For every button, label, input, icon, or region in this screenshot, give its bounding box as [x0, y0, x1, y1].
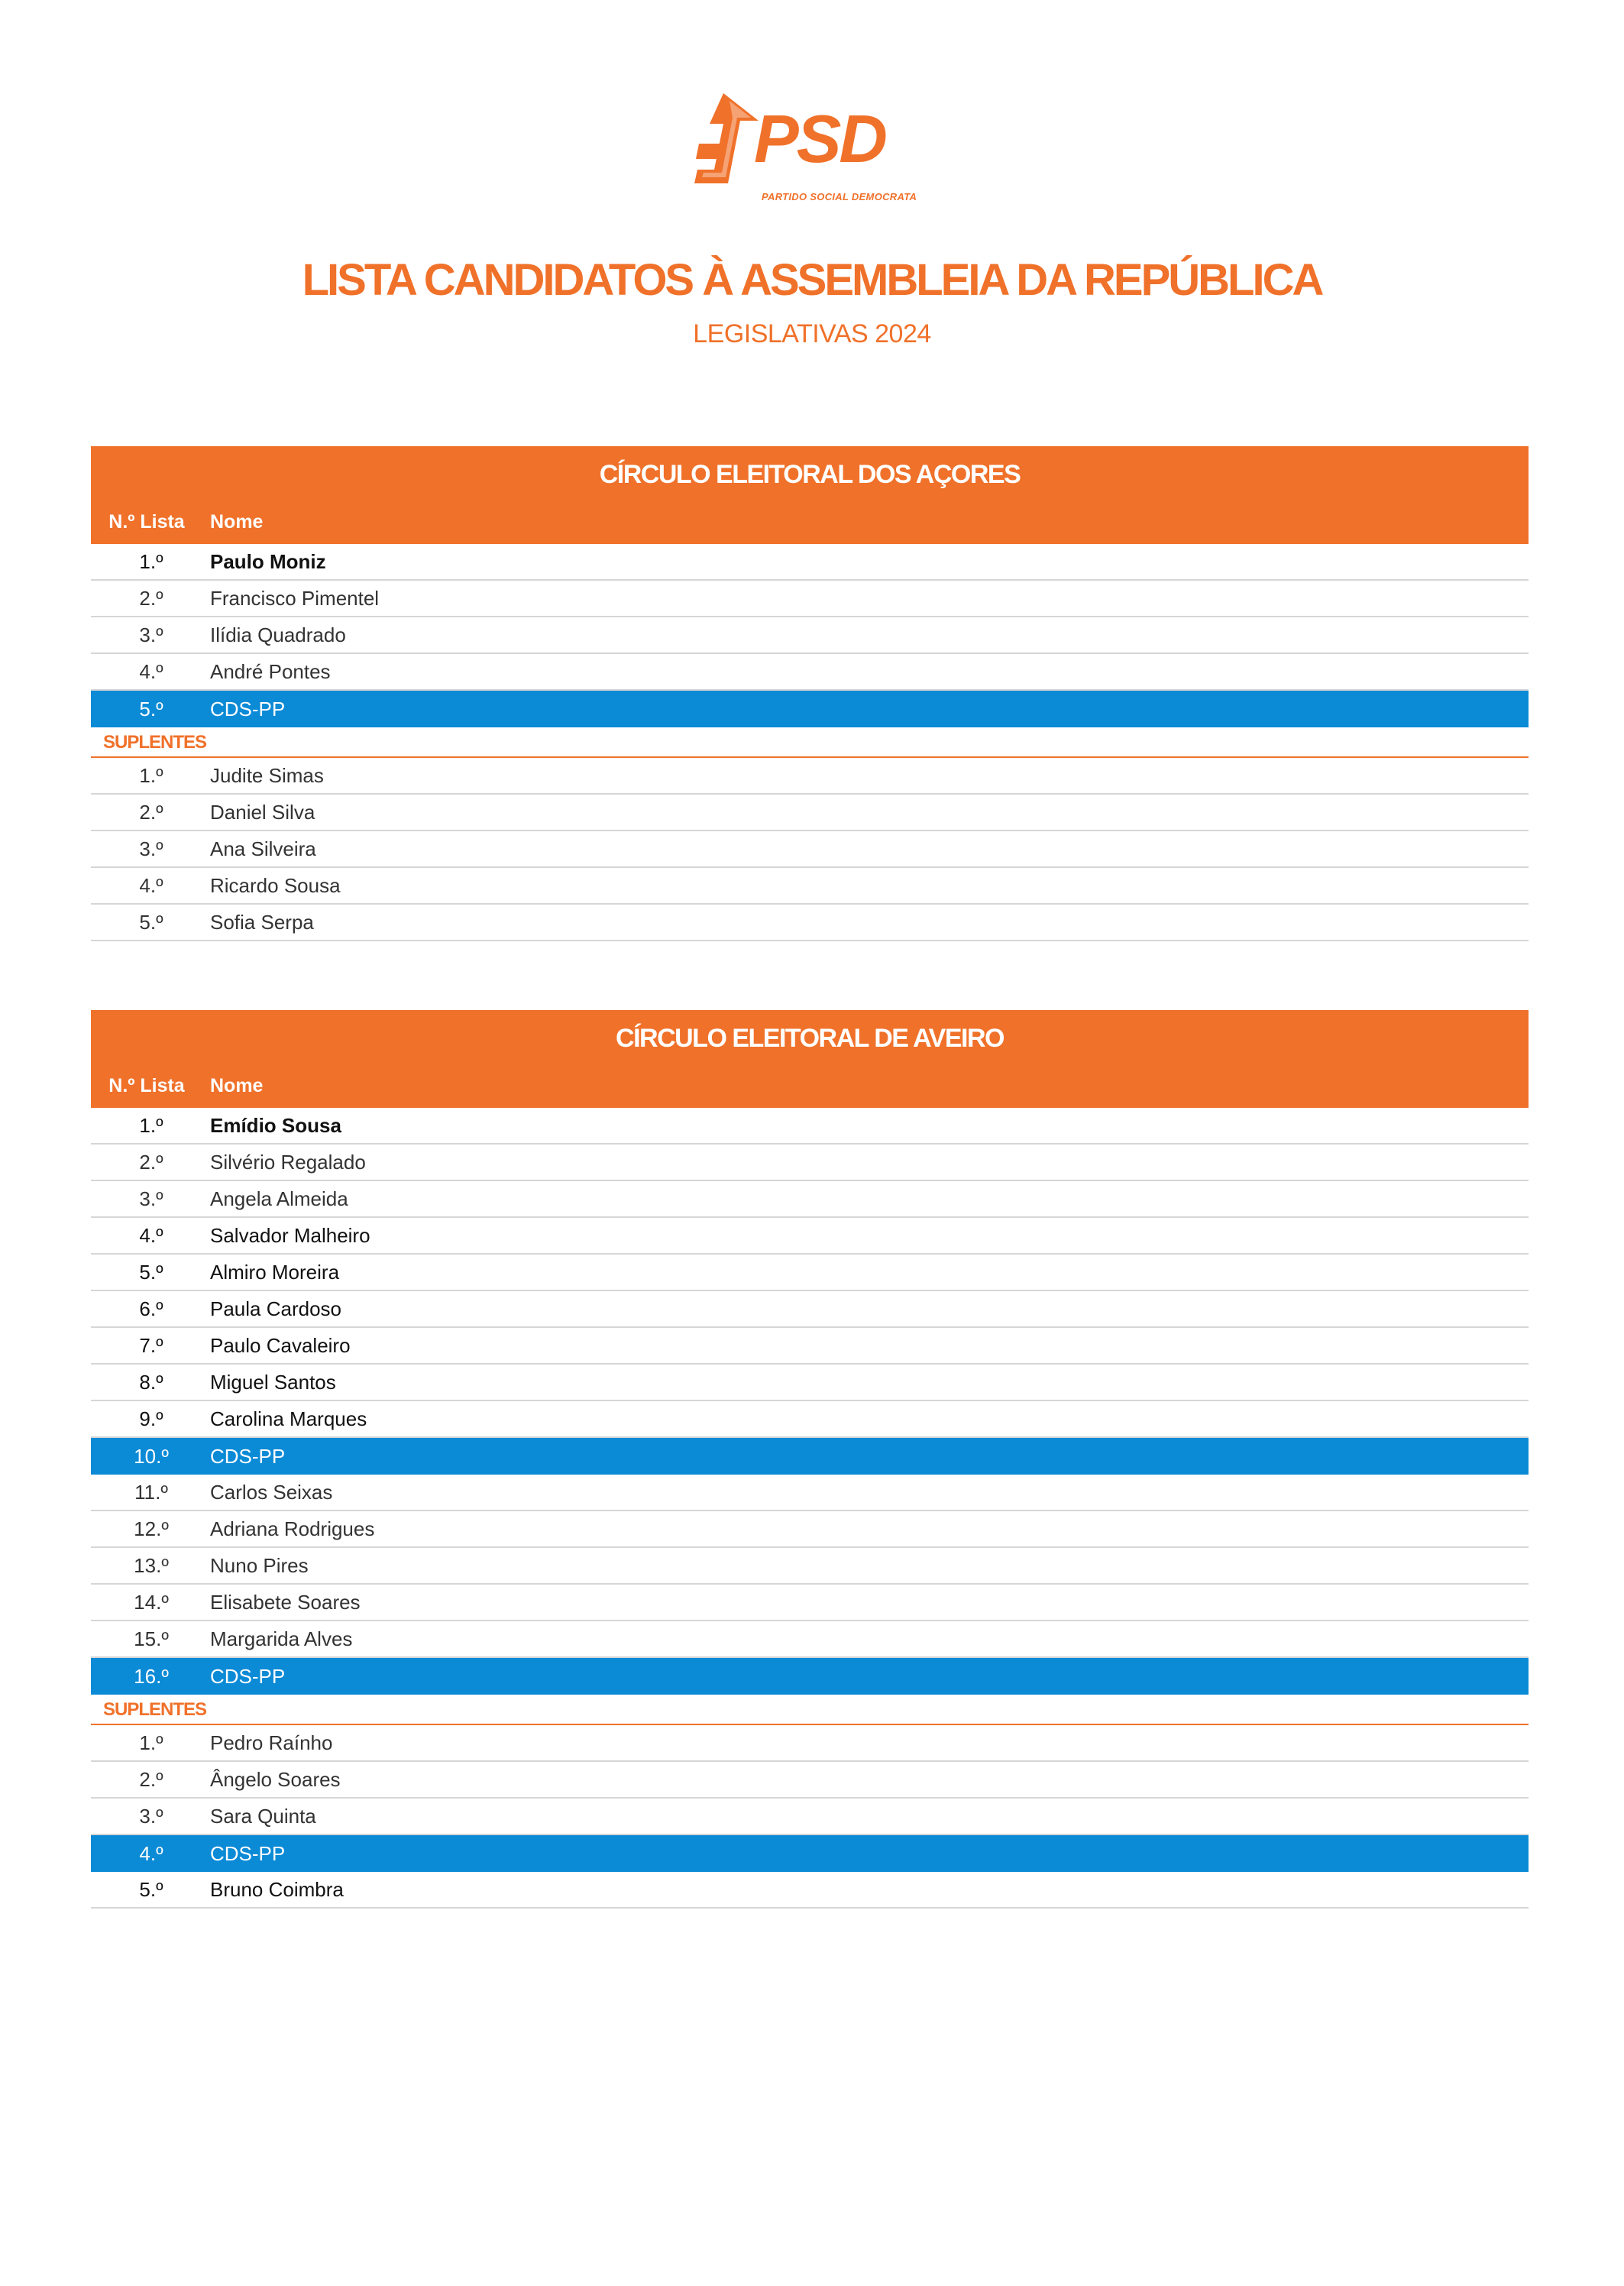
table-row — [91, 1621, 1529, 1658]
candidate-name: Silvério Regalado — [210, 1150, 366, 1174]
table-row — [91, 544, 1529, 581]
candidate-name: CDS-PP — [210, 1841, 286, 1865]
table-row — [91, 905, 1529, 941]
candidate-name: CDS-PP — [210, 1664, 286, 1688]
page-subtitle: LEGISLATIVAS 2024 — [693, 319, 931, 348]
column-header — [91, 500, 1529, 544]
candidate-name: Ricardo Sousa — [210, 873, 341, 897]
candidate-name: Adriana Rodrigues — [210, 1517, 375, 1540]
candidate-name: Carlos Seixas — [210, 1480, 333, 1504]
table-row-cds — [91, 1658, 1529, 1695]
candidate-name: CDS-PP — [210, 697, 286, 720]
list-number: 3.º — [139, 1187, 163, 1210]
candidate-name: Ana Silveira — [210, 837, 316, 860]
table-row — [91, 1255, 1529, 1291]
list-number: 4.º — [139, 659, 163, 683]
logo-subtitle: PARTIDO SOCIAL DEMOCRATA — [762, 191, 917, 202]
candidate-name: CDS-PP — [210, 1444, 286, 1468]
list-number: 11.º — [134, 1480, 168, 1504]
list-number: 7.º — [139, 1333, 163, 1357]
candidate-name: Sofia Serpa — [210, 910, 314, 934]
list-number: 6.º — [139, 1297, 163, 1320]
candidate-name: Paulo Moniz — [210, 549, 326, 573]
list-number: 4.º — [139, 873, 163, 897]
candidate-name: Carolina Marques — [210, 1407, 367, 1430]
candidate-name: Paulo Cavaleiro — [210, 1333, 351, 1357]
section-title: CÍRCULO ELEITORAL DOS AÇORES — [91, 446, 1529, 500]
table-row — [91, 758, 1529, 795]
list-number: 5.º — [139, 910, 163, 934]
list-number: 9.º — [139, 1407, 163, 1430]
list-number: 2.º — [139, 586, 163, 610]
table-row — [91, 1548, 1529, 1585]
list-number: 2.º — [139, 1767, 163, 1791]
table-row — [91, 1725, 1529, 1762]
list-number: 15.º — [134, 1627, 169, 1650]
table-row-cds — [91, 1835, 1529, 1872]
table-row — [91, 581, 1529, 617]
candidate-name: Francisco Pimentel — [210, 586, 380, 610]
suplentes-heading: SUPLENTES — [91, 1695, 1529, 1725]
section-aveiro — [91, 1010, 1529, 1909]
table-row — [91, 1145, 1529, 1181]
table-row — [91, 868, 1529, 905]
table-row — [91, 1328, 1529, 1365]
list-number: 3.º — [139, 623, 163, 646]
candidate-name: Angela Almeida — [210, 1187, 348, 1210]
list-number: 10.º — [134, 1444, 169, 1468]
section-acores — [91, 446, 1529, 941]
table-row — [91, 1511, 1529, 1548]
table-row — [91, 795, 1529, 831]
table-row — [91, 1401, 1529, 1438]
table-row — [91, 1762, 1529, 1799]
table-row — [91, 1475, 1529, 1511]
list-number: 14.º — [134, 1590, 169, 1614]
list-number: 2.º — [139, 1150, 163, 1174]
list-number: 1.º — [139, 763, 163, 787]
col-num-header: N.º Lista — [108, 510, 185, 533]
logo-text: PSD — [754, 101, 885, 176]
list-number: 8.º — [139, 1370, 163, 1394]
list-number: 2.º — [139, 800, 163, 824]
list-number: 4.º — [139, 1841, 163, 1865]
table-row — [91, 617, 1529, 654]
list-number: 3.º — [139, 837, 163, 860]
col-num-header: N.º Lista — [108, 1074, 185, 1096]
suplentes-heading: SUPLENTES — [91, 727, 1529, 758]
list-number: 3.º — [139, 1804, 163, 1828]
list-number: 1.º — [139, 1113, 163, 1137]
candidate-name: Elisabete Soares — [210, 1590, 361, 1614]
list-number: 12.º — [134, 1517, 169, 1540]
candidate-name: Salvador Malheiro — [210, 1223, 370, 1247]
candidate-name: Sara Quinta — [210, 1804, 316, 1828]
candidate-name: Almiro Moreira — [210, 1260, 340, 1284]
list-number: 1.º — [139, 549, 163, 573]
table-row-cds — [91, 1438, 1529, 1475]
list-number: 5.º — [139, 697, 163, 720]
list-number: 5.º — [139, 1877, 163, 1901]
section-title: CÍRCULO ELEITORAL DE AVEIRO — [91, 1010, 1529, 1064]
list-number: 16.º — [134, 1664, 169, 1688]
table-row — [91, 1365, 1529, 1401]
candidate-name: Ilídia Quadrado — [210, 623, 346, 646]
table-row — [91, 1799, 1529, 1835]
candidate-name: Margarida Alves — [210, 1627, 353, 1650]
table-row — [91, 1181, 1529, 1218]
candidate-name: Paula Cardoso — [210, 1297, 341, 1320]
table-row — [91, 831, 1529, 868]
candidate-name: Nuno Pires — [210, 1553, 309, 1577]
table-row — [91, 1108, 1529, 1145]
candidate-name: Ângelo Soares — [210, 1767, 341, 1791]
table-row-cds — [91, 691, 1529, 727]
candidate-name: Emídio Sousa — [210, 1113, 341, 1137]
candidate-name: Miguel Santos — [210, 1370, 336, 1394]
candidate-name: Judite Simas — [210, 763, 324, 787]
table-row — [91, 1872, 1529, 1909]
psd-logo — [684, 93, 943, 208]
table-row — [91, 1218, 1529, 1255]
table-row — [91, 1585, 1529, 1621]
list-number: 1.º — [139, 1731, 163, 1754]
column-header — [91, 1064, 1529, 1108]
table-row — [91, 1291, 1529, 1328]
list-number: 4.º — [139, 1223, 163, 1247]
candidate-name: André Pontes — [210, 659, 331, 683]
list-number: 13.º — [134, 1553, 169, 1577]
col-name-header: Nome — [210, 510, 264, 533]
candidate-name: Bruno Coimbra — [210, 1877, 344, 1901]
candidate-name: Daniel Silva — [210, 800, 315, 824]
col-name-header: Nome — [210, 1074, 264, 1096]
candidate-name: Pedro Raínho — [210, 1731, 333, 1754]
page-title: LISTA CANDIDATOS À ASSEMBLEIA DA REPÚBLICA — [302, 255, 1322, 305]
table-row — [91, 654, 1529, 691]
list-number: 5.º — [139, 1260, 163, 1284]
